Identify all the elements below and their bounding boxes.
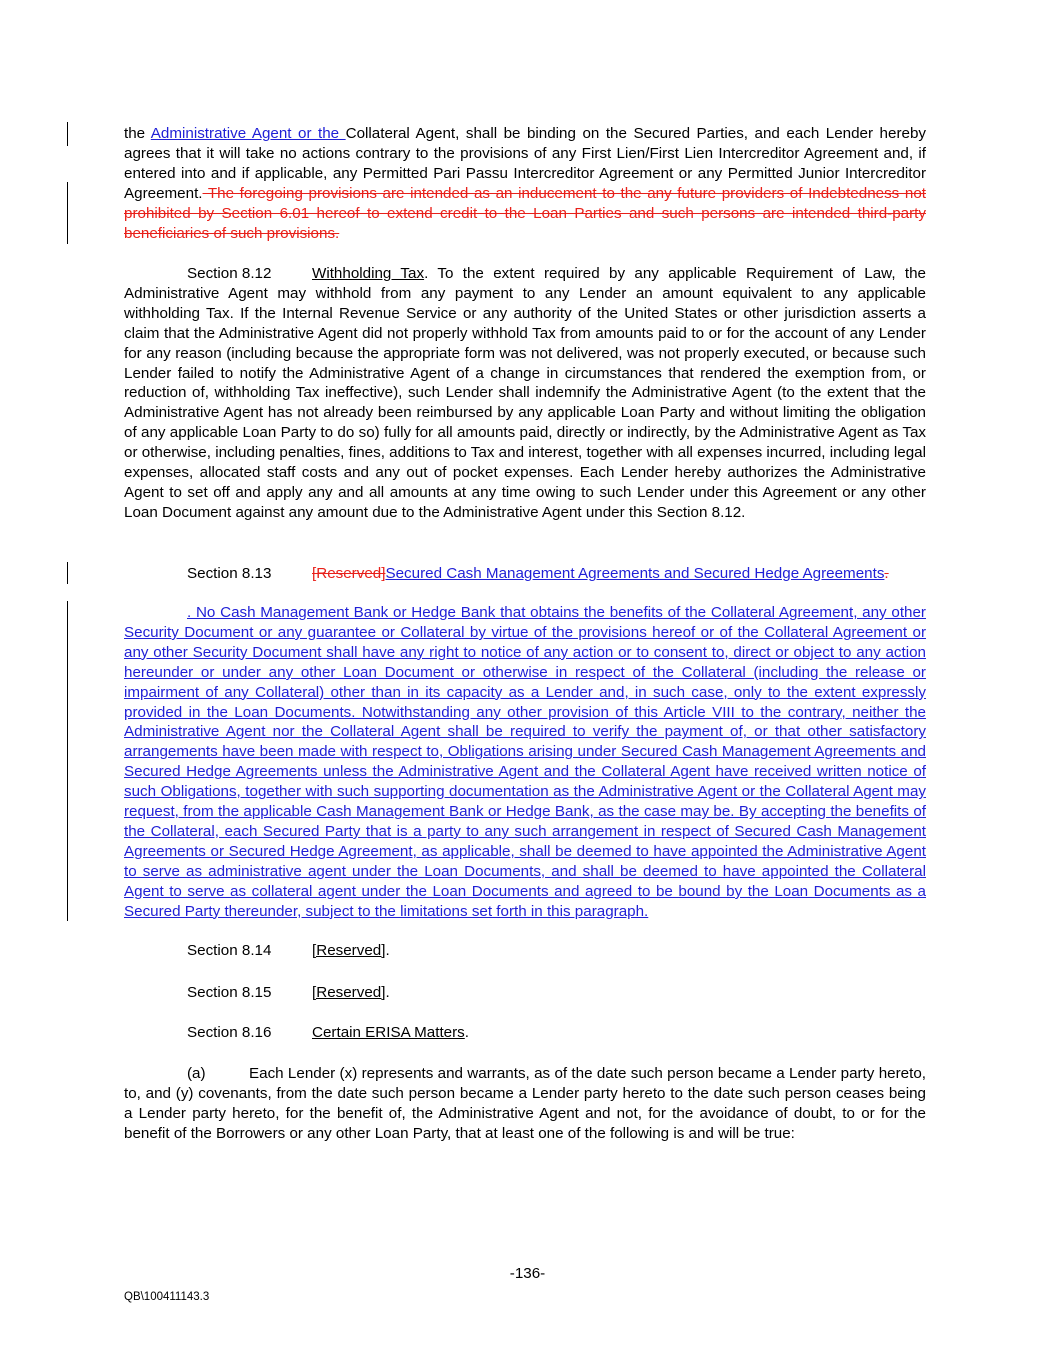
change-bar: [67, 562, 68, 584]
subsection-label: (a): [187, 1065, 206, 1082]
section-number: Section 8.14: [187, 942, 272, 959]
text-run: Collateral Agent, shall be binding on the Secured Parties, and each Lender hereby agrees that it will take no actions contrary to the provisions of any First Lien/First Lien Intercreditor Agreement and, if entered into and if applicable, any Permitted Pari Passu Intercreditor Agreement or any Permitted Junior Intercreditor Agreement.: [124, 125, 926, 202]
section-title: Withholding Tax: [312, 265, 425, 282]
change-bar: [67, 122, 68, 146]
change-bar: [67, 601, 68, 921]
deleted-text: The foregoing provisions are intended as an inducement to the any future providers of Indebtedness not prohibited by Section 6.01 hereof to extend credit to the Loan Parties and such persons are intended third-party beneficiaries of such provisions.: [124, 184, 926, 242]
section-number: Section 8.16: [187, 1024, 272, 1041]
section-number: Section 8.13: [187, 565, 272, 582]
section-8-16: [187, 1023, 469, 1043]
text-run: the: [124, 125, 151, 142]
section-title: [Reserved]: [312, 984, 386, 1001]
deleted-text: [Reserved]: [312, 565, 386, 582]
text-run: .: [385, 984, 390, 1001]
page-number: -136-: [509, 1265, 546, 1282]
section-8-12: [124, 264, 926, 523]
subsection-body: Each Lender (x) represents and warrants, as of the date such person became a Lender party hereto, to, and (y) covenants, from the date such person became a Lender party hereto to the date such person ceases being a Lender party hereto, for the benefit of, the Administrative Agent and not, for the avoidance of doubt, to or for the benefit of the Borrowers or any other Loan Party, that at least one of the following is and will be true:: [124, 1065, 926, 1142]
continuation-paragraph: [124, 124, 926, 243]
text-run: .: [464, 1024, 470, 1041]
inserted-text: Administrative Agent or the: [150, 125, 346, 142]
document-id: QB\100411143.3: [124, 1291, 210, 1303]
section-8-14: [187, 941, 390, 961]
section-body: . To the extent required by any applicable Requirement of Law, the Administrative Agent may withhold from any payment to any Lender an amount equivalent to any applicable withholding Tax. If the Internal Revenue Service or any authority of the United States or other jurisdiction asserts a claim that the Administrative Agent did not properly withhold Tax from amounts paid to or for the account of any Lender for any reason (including because the appropriate form was not delivered, was not properly executed, or because such Lender failed to notify the Administrative Agent of a change in circumstances that rendered the exemption from, or reduction of, withholding Tax ineffective), such Lender shall indemnify the Administrative Agent (to the extent that the Administrative Agent has not already been reimbursed by any applicable Loan Party and without limiting the obligation of any applicable Loan Party to do so) fully for all amounts paid, directly or indirectly, by the Administrative Agent as Tax or otherwise, including penalties, fines, additions to Tax and interest, together with all expenses incurred, including legal expenses, allocated staff costs and any out of pocket expenses. Each Lender hereby authorizes the Administrative Agent to set off and apply any and all amounts at any time owing to such Lender under this Agreement or any other Loan Document against any amount due to the Administrative Agent under this Section 8.12.: [124, 265, 926, 521]
section-8-15: [187, 983, 390, 1003]
section-number: Section 8.12: [187, 265, 272, 282]
text-run: .: [385, 942, 390, 959]
section-title: Certain ERISA Matters: [312, 1024, 465, 1041]
section-8-13-heading: [187, 564, 889, 584]
section-number: Section 8.15: [187, 984, 272, 1001]
section-8-16-a: [124, 1064, 926, 1144]
section-title: [Reserved]: [312, 942, 386, 959]
deleted-text: .: [884, 565, 889, 582]
section-8-13-body: [124, 603, 926, 922]
inserted-text: Secured Cash Management Agreements and Secured Hedge Agreements: [385, 565, 885, 582]
inserted-text: . No Cash Management Bank or Hedge Bank that obtains the benefits of the Collateral Agreement, any other Security Document or any guarantee or Collateral by virtue of the provisions hereof or of the Collateral Agreement or any other Security Document shall have any right to notice of any action or to consent to, direct or object to any action hereunder or under any other Loan Document or otherwise in respect of the Collateral (including the release or impairment of any Collateral) other than in its capacity as a Lender and, in such case, only to the extent expressly provided in the Loan Documents. Notwithstanding any other provision of this Article VIII to the contrary, neither the Administrative Agent nor the Collateral Agent shall be required to verify the payment of, or that other satisfactory arrangements have been made with respect to, Obligations arising under Secured Cash Management Agreements and Secured Hedge Agreements unless the Administrative Agent and the Collateral Agent have received written notice of such Obligations, together with such supporting documentation as the Administrative Agent or the Collateral Agent may request, from the applicable Cash Management Bank or Hedge Bank, as the case may be. By accepting the benefits of the Collateral, each Secured Party that is a party to any such arrangement in respect of Secured Cash Management Agreements or Secured Hedge Agreement, as applicable, shall be deemed to have appointed the Administrative Agent to serve as administrative agent under the Loan Documents, and shall be deemed to have appointed the Collateral Agent to serve as collateral agent under the Loan Documents and agreed to be bound by the Loan Documents as a Secured Party thereunder, subject to the limitations set forth in this paragraph.: [124, 604, 926, 920]
change-bar: [67, 182, 68, 244]
